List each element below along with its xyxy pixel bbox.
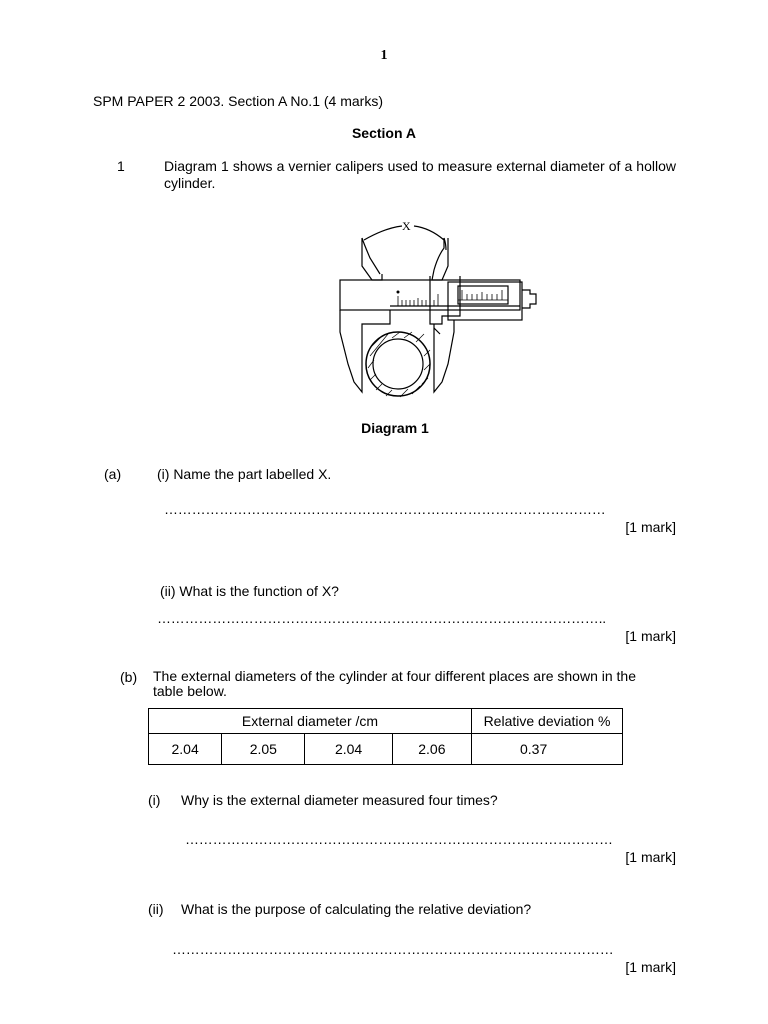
part-b-ii-label: (ii) [148,901,164,917]
question-number: 1 [117,158,125,174]
mark-b-ii: [1 mark] [625,959,676,975]
label-x: X [402,219,411,233]
mark-a-ii: [1 mark] [625,628,676,644]
diameter-table [148,708,623,765]
page-number: 1 [380,48,388,63]
table-cell-4: 2.06 [392,734,471,765]
part-b-i-text: Why is the external diameter measured four times? [181,792,498,808]
part-a-question-2: (ii) What is the function of X? [160,583,339,599]
answer-line-a-i[interactable]: …………………………………………………………………………………… [164,501,606,517]
part-a-question-1: (i) Name the part labelled X. [157,466,332,482]
vernier-caliper-illustration [330,214,560,409]
table-cell-2: 2.05 [222,734,305,765]
table-header-deviation: Relative deviation % [472,709,623,734]
table-header-diameter: External diameter /cm [149,709,472,734]
part-a-label: (a) [104,466,122,482]
paper-header: SPM PAPER 2 2003. Section A No.1 (4 marks) [93,93,383,109]
section-title: Section A [351,125,417,141]
answer-line-a-ii[interactable]: …………………………………………………………………………………….. [157,610,606,626]
mark-a-i: [1 mark] [625,519,676,535]
answer-line-b-i[interactable]: ………………………………………………………………………………… [185,831,613,847]
mark-b-i: [1 mark] [625,849,676,865]
table-cell-1: 2.04 [149,734,222,765]
vernier-caliper-diagram [330,214,560,412]
part-b-text: The external diameters of the cylinder at four different places are shown in the table below. [153,668,637,699]
diagram-caption: Diagram 1 [361,420,429,436]
part-b-ii-text: What is the purpose of calculating the relative deviation? [181,901,532,917]
question-text: Diagram 1 shows a vernier calipers used to measure external diameter of a hollow cylinder. [164,158,676,191]
answer-line-b-ii[interactable]: …………………………………………………………………………………… [172,941,614,957]
table-cell-3: 2.04 [305,734,392,765]
part-b-label: (b) [120,669,138,685]
part-b-i-label: (i) [148,792,161,808]
table-cell-deviation: 0.37 [472,734,623,765]
